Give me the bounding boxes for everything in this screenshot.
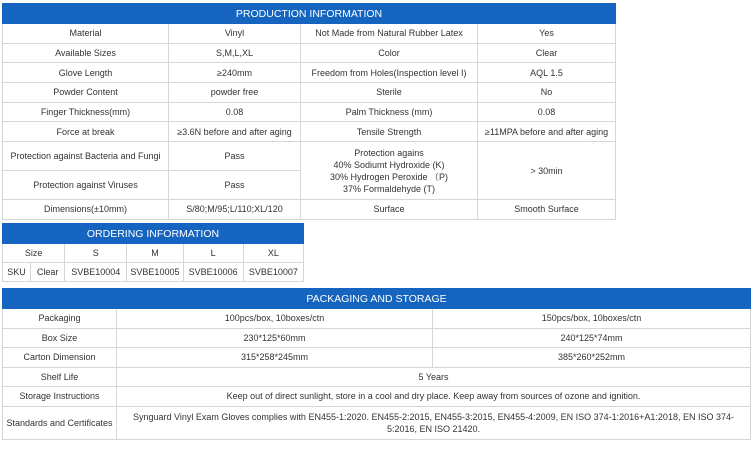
production-info-header: PRODUCTION INFORMATION bbox=[3, 4, 616, 24]
sku-cell: SVBE10007 bbox=[243, 263, 303, 282]
table-row bbox=[3, 142, 616, 171]
spec-value: Clear bbox=[478, 43, 616, 63]
standards-label: Standards and Certificates bbox=[3, 406, 117, 439]
surface-value: Smooth Surface bbox=[478, 200, 616, 220]
table-row bbox=[3, 348, 751, 368]
table-row bbox=[3, 63, 616, 83]
size-cell: XL bbox=[243, 244, 303, 263]
table-row bbox=[3, 43, 616, 63]
spec-label: Available Sizes bbox=[3, 43, 169, 63]
packaging-storage-header: PACKAGING AND STORAGE bbox=[3, 289, 751, 309]
sku-cell: SVBE10004 bbox=[65, 263, 127, 282]
spec-value: 0.08 bbox=[478, 102, 616, 122]
table-row bbox=[3, 387, 751, 407]
spec-value: ≥3.6N before and after aging bbox=[169, 122, 301, 142]
dimensions-label: Dimensions(±10mm) bbox=[3, 200, 169, 220]
table-row bbox=[3, 83, 616, 103]
spec-value: Yes bbox=[478, 24, 616, 44]
size-cell: L bbox=[183, 244, 243, 263]
packaging-storage-table bbox=[2, 288, 751, 440]
sku-label: SKU bbox=[3, 263, 31, 282]
table-row bbox=[3, 309, 751, 329]
spec-label: Not Made from Natural Rubber Latex bbox=[301, 24, 478, 44]
chem-line: 40% Sodiumt Hydroxide (K) bbox=[333, 159, 445, 170]
table-row bbox=[3, 122, 616, 142]
spec-value: S,M,L,XL bbox=[169, 43, 301, 63]
color-cell: Clear bbox=[31, 263, 65, 282]
spec-value: No bbox=[478, 83, 616, 103]
table-row bbox=[3, 24, 616, 44]
table-row bbox=[3, 263, 304, 282]
spec-label: Color bbox=[301, 43, 478, 63]
ordering-info-header: ORDERING INFORMATION bbox=[3, 224, 304, 244]
bacteria-label: Protection against Bacteria and Fungi bbox=[3, 142, 169, 171]
production-info-table bbox=[2, 3, 616, 220]
spec-label: Freedom from Holes(Inspection level I) bbox=[301, 63, 478, 83]
ordering-info-table bbox=[2, 223, 304, 282]
spec-value: AQL 1.5 bbox=[478, 63, 616, 83]
size-cell: M bbox=[127, 244, 183, 263]
storage-label: Storage Instructions bbox=[3, 387, 117, 407]
spec-label: Force at break bbox=[3, 122, 169, 142]
shelf-life-label: Shelf Life bbox=[3, 367, 117, 387]
chem-line: 37% Formaldehyde (T) bbox=[342, 183, 436, 194]
table-row bbox=[3, 328, 751, 348]
carton-value: 385*260*252mm bbox=[433, 348, 751, 368]
packaging-label: Packaging bbox=[3, 309, 117, 329]
carton-label: Carton Dimension bbox=[3, 348, 117, 368]
spec-value: powder free bbox=[169, 83, 301, 103]
spec-label: Palm Thickness (mm) bbox=[301, 102, 478, 122]
sku-cell: SVBE10005 bbox=[127, 263, 183, 282]
shelf-life-value: 5 Years bbox=[117, 367, 751, 387]
spec-label: Material bbox=[3, 24, 169, 44]
table-row bbox=[3, 200, 616, 220]
chemical-protection-value: > 30min bbox=[478, 142, 616, 200]
size-label: Size bbox=[3, 244, 65, 263]
spec-value: ≥11MPA before and after aging bbox=[478, 122, 616, 142]
table-row bbox=[3, 244, 304, 263]
box-size-label: Box Size bbox=[3, 328, 117, 348]
chem-line: Protection agains bbox=[354, 147, 424, 158]
table-row bbox=[3, 367, 751, 387]
spec-label: Glove Length bbox=[3, 63, 169, 83]
spec-label: Sterile bbox=[301, 83, 478, 103]
spec-value: 0.08 bbox=[169, 102, 301, 122]
spec-label: Tensile Strength bbox=[301, 122, 478, 142]
box-size-value: 230*125*60mm bbox=[117, 328, 433, 348]
bacteria-value: Pass bbox=[169, 142, 301, 171]
table-row bbox=[3, 102, 616, 122]
packaging-value: 150pcs/box, 10boxes/ctn bbox=[433, 309, 751, 329]
carton-value: 315*258*245mm bbox=[117, 348, 433, 368]
virus-value: Pass bbox=[169, 171, 301, 200]
size-cell: S bbox=[65, 244, 127, 263]
box-size-value: 240*125*74mm bbox=[433, 328, 751, 348]
spec-label: Powder Content bbox=[3, 83, 169, 103]
virus-label: Protection against Viruses bbox=[3, 171, 169, 200]
chemical-protection-label bbox=[301, 142, 478, 200]
sku-cell: SVBE10006 bbox=[183, 263, 243, 282]
storage-value: Keep out of direct sunlight, store in a cool and dry place. Keep away from sources of ozone and ignition. bbox=[117, 387, 751, 407]
spec-value: Vinyl bbox=[169, 24, 301, 44]
standards-value: Synguard Vinyl Exam Gloves complies with EN455-1:2020. EN455-2:2015, EN455-3:2015, EN455-4:2009, EN ISO 374-1:2016+A1:2018, EN ISO 374-5:2016, EN ISO 21420. bbox=[117, 406, 751, 439]
spec-label: Finger Thickness(mm) bbox=[3, 102, 169, 122]
table-row bbox=[3, 406, 751, 439]
packaging-value: 100pcs/box, 10boxes/ctn bbox=[117, 309, 433, 329]
chem-line: 30% Hydrogen Peroxide （P) bbox=[329, 171, 449, 182]
surface-label: Surface bbox=[301, 200, 478, 220]
spec-value: ≥240mm bbox=[169, 63, 301, 83]
dimensions-value: S/80;M/95;L/110;XL/120 bbox=[169, 200, 301, 220]
